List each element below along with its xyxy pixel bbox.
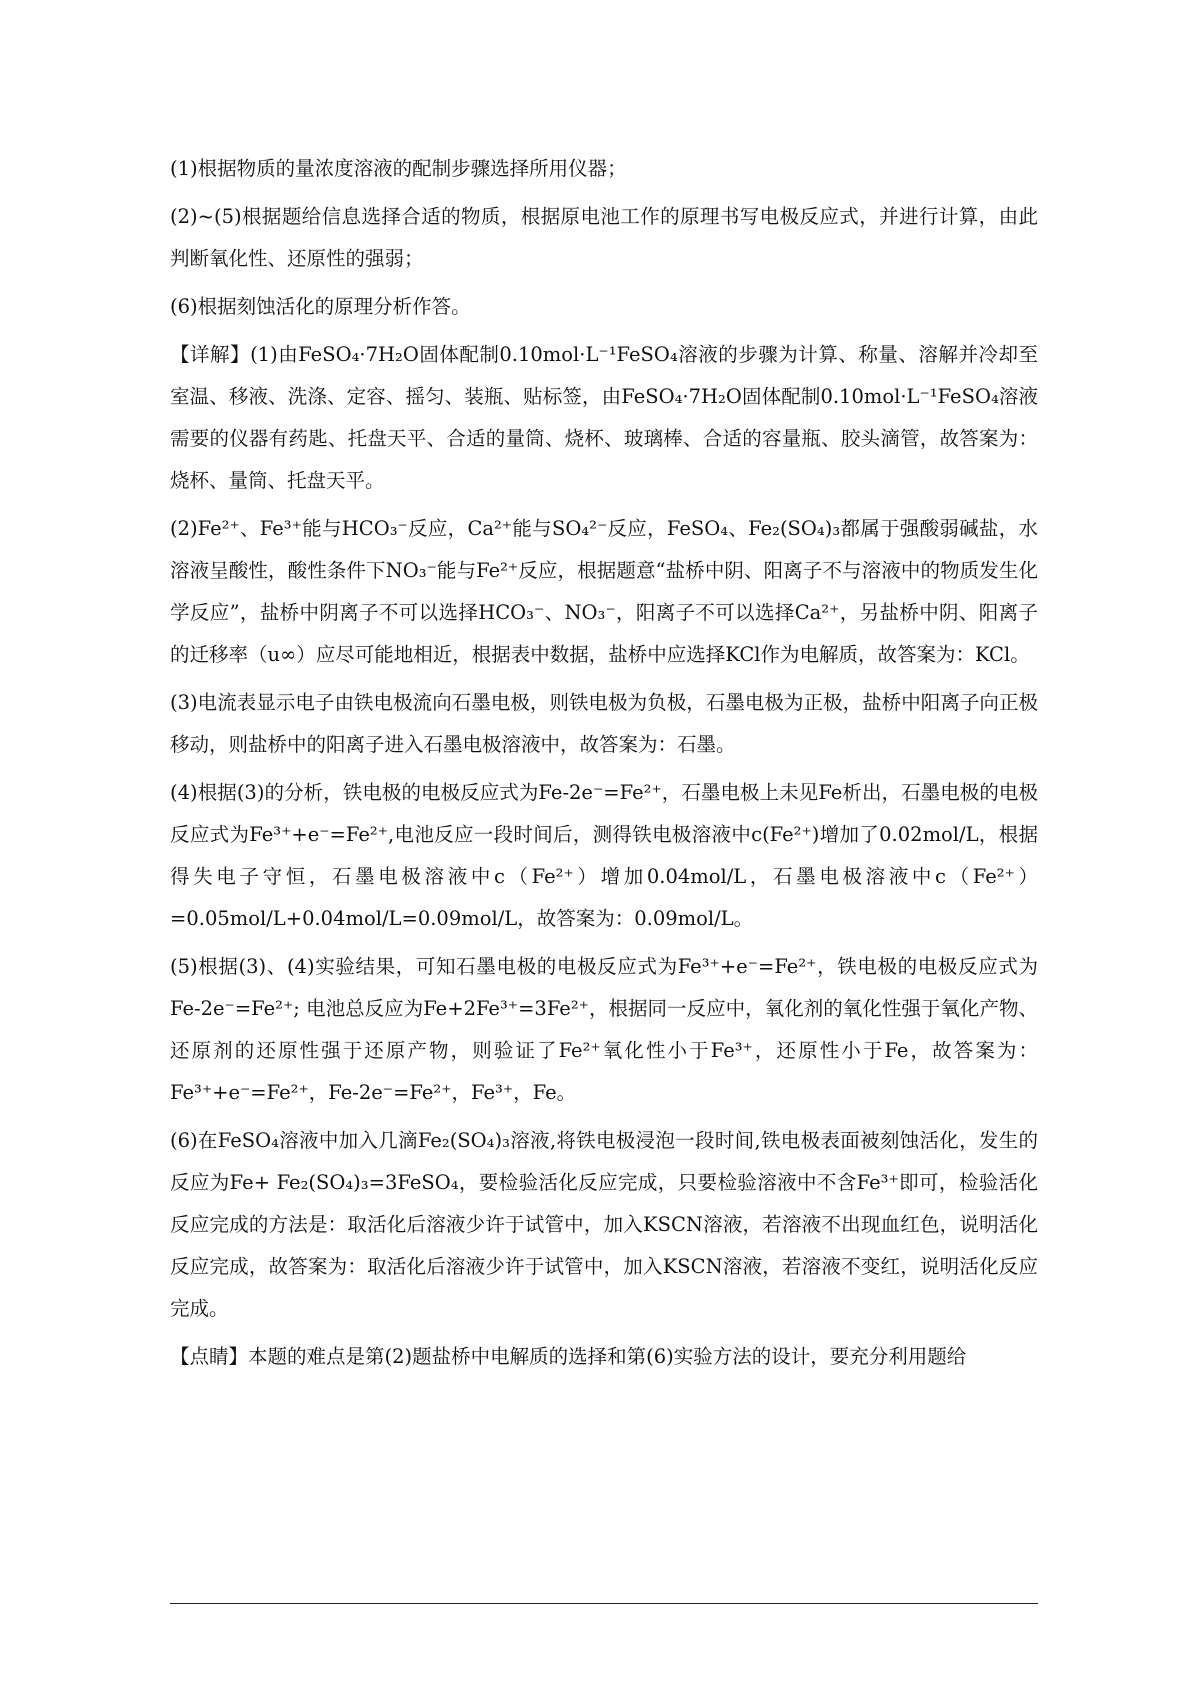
paragraph-2: (2)~(5)根据题给信息选择合适的物质，根据原电池工作的原理书写电极反应式，并进行计算，由此判断氧化性、还原性的强弱；	[170, 205, 1038, 270]
paragraph-3: (6)根据刻蚀活化的原理分析作答。	[170, 295, 471, 318]
paragraph-detail-6: (6)在FeSO₄溶液中加入几滴Fe₂(SO₄)₃溶液,将铁电极浸泡一段时间,铁电极表面被刻蚀活化，发生的反应为Fe+ Fe₂(SO₄)₃=3FeSO₄，要检验活化反应完成，只要检验溶液中不含Fe³⁺即可，检验活化反应完成的方法是：取活化后溶液少许于试管中，加入KSCN溶液，若溶液不出现血红色，说明活化反应完成，故答案为：取活化后溶液少许于试管中，加入KSCN溶液，若溶液不变红，说明活化反应完成。	[170, 1129, 1038, 1320]
document-body	[170, 148, 1038, 1384]
paragraph-comment: 【点睛】本题的难点是第(2)题盐桥中电解质的选择和第(6)实验方法的设计，要充分利用题给	[170, 1345, 967, 1368]
paragraph-detail-5: (5)根据(3)、(4)实验结果，可知石墨电极的电极反应式为Fe³⁺+e⁻=Fe²⁺，铁电极的电极反应式为Fe-2e⁻=Fe²⁺; 电池总反应为Fe+2Fe³⁺=3Fe²⁺，根据同一反应中，氧化剂的氧化性强于氧化产物、还原剂的还原性强于还原产物，则验证了Fe²⁺氧化性小于Fe³⁺，还原性小于Fe，故答案为：Fe³⁺+e⁻=Fe²⁺，Fe-2e⁻=Fe²⁺，Fe³⁺，Fe。	[170, 955, 1038, 1104]
paragraph-detail-3: (3)电流表显示电子由铁电极流向石墨电极，则铁电极为负极，石墨电极为正极，盐桥中阳离子向正极移动，则盐桥中的阳离子进入石墨电极溶液中，故答案为：石墨。	[170, 691, 1038, 756]
paragraph-detail-2: (2)Fe²⁺、Fe³⁺能与HCO₃⁻反应，Ca²⁺能与SO₄²⁻反应，FeSO₄、Fe₂(SO₄)₃都属于强酸弱碱盐，水溶液呈酸性，酸性条件下NO₃⁻能与Fe²⁺反应，根据题意“盐桥中阴、阳离子不与溶液中的物质发生化学反应”，盐桥中阴离子不可以选择HCO₃⁻、NO₃⁻，阳离子不可以选择Ca²⁺，另盐桥中阴、阳离子的迁移率（u∞）应尽可能地相近，根据表中数据，盐桥中应选择KCl作为电解质，故答案为：KCl。	[170, 517, 1038, 666]
paragraph-detail-1: 【详解】(1)由FeSO₄·7H₂O固体配制0.10mol·L⁻¹FeSO₄溶液的步骤为计算、称量、溶解并冷却至室温、移液、洗涤、定容、摇匀、装瓶、贴标签，由FeSO₄·7H₂O固体配制0.10mol·L⁻¹FeSO₄溶液需要的仪器有药匙、托盘天平、合适的量筒、烧杯、玻璃棒、合适的容量瓶、胶头滴管，故答案为：烧杯、量筒、托盘天平。	[170, 343, 1038, 492]
paragraph-1: (1)根据物质的量浓度溶液的配制步骤选择所用仪器；	[170, 157, 627, 180]
footer-divider	[170, 1603, 1038, 1604]
paragraph-detail-4: (4)根据(3)的分析，铁电极的电极反应式为Fe-2e⁻=Fe²⁺，石墨电极上未见Fe析出，石墨电极的电极反应式为Fe³⁺+e⁻=Fe²⁺,电池反应一段时间后，测得铁电极溶液中c(Fe²⁺)增加了0.02mol/L，根据得失电子守恒，石墨电极溶液中c（Fe²⁺）增加0.04mol/L，石墨电极溶液中c（Fe²⁺）=0.05mol/L+0.04mol/L=0.09mol/L，故答案为：0.09mol/L。	[170, 781, 1038, 930]
